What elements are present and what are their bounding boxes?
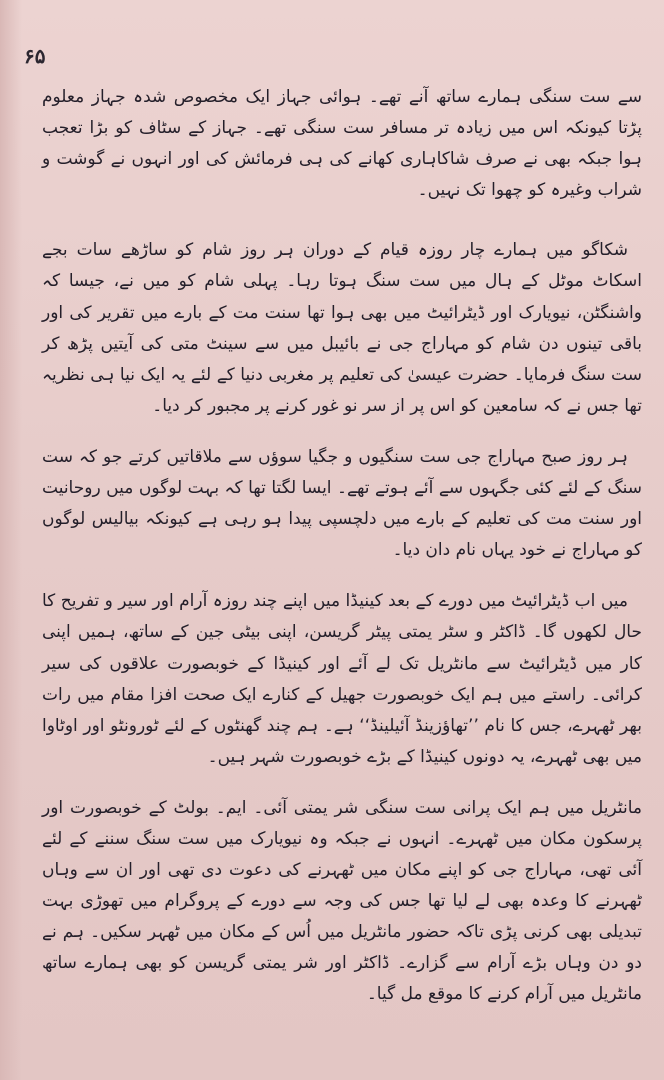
paragraph-3: ہر روز صبح مہاراج جی ست سنگیوں و جگیا سوؤں سے ملاقاتیں کرتے جو کہ ست سنگ کے لئے کئی جگہوں سے آئے ہوتے تھے۔ ایسا لگتا تھا کہ بہت لوگوں میں روحانیت اور سنت مت کی تعلیم کے بارے میں دلچسپی پیدا ہو رہی ہے کیونکہ بیالیس لوگوں کو مہاراج نے خود یہاں نام دان دیا۔ <box>42 446 642 561</box>
paragraph-2: شکاگو میں ہمارے چار روزہ قیام کے دوران ہر روز شام کو ساڑھے سات بجے اسکاٹ موٹل کے ہال میں ست سنگ ہوتا رہا۔ پہلی شام کو میں نے، جیسا کہ واشنگٹن، نیویارک اور ڈیٹرائیٹ میں بھی ہوا تھا سنت مت کے بارے میں تقریر کی اور باقی تینوں دن شام کو مہاراج جی نے بائیبل میں سے سینٹ متی کی آیتیں پڑھ کر ست سنگ فرمایا۔ حضرت عیسیٰ کی تعلیم پر مغربی دنیا کے لئے یہ ایک نیا ہی نظریہ تھا جس نے کہ سامعین کو اس پر از سر نو غور کرنے پر مجبور کر دیا۔ <box>42 240 642 416</box>
page-number: ۶۵ <box>24 44 46 68</box>
paragraph-spacer <box>42 566 642 586</box>
paragraph-1: سے ست سنگی ہمارے ساتھ آنے تھے۔ ہوائی جہاز ایک مخصوص شدہ جہاز معلوم پڑتا کیونکہ اس میں زیادہ تر مسافر ست سنگی تھے۔ جہاز کے سٹاف کو بڑا تعجب ہوا جبکہ بھی نے صرف شاکاہاری کھانے کی ہی فرمائش کی اور انہوں نے گوشت و شراب وغیرہ کو چھوا تک نہیں۔ <box>42 87 642 201</box>
paragraph-spacer <box>42 206 642 235</box>
paragraph-5: مانٹریل میں ہم ایک پرانی ست سنگی شر یمتی آئی۔ ایم۔ بولٹ کے خوبصورت اور پرسکون مکان میں ٹھہرے۔ انہوں نے جبکہ وہ نیویارک میں ست سنگ سننے کے لئے آئی تھی، مہاراج جی کو اپنے مکان میں ٹھہرنے کی دعوت دی تھی اور ان سے وہاں ٹھہرنے کا وعدہ بھی لے لیا تھا جس کی وجہ سے دورے کے پروگرام میں تھوڑی بہت تبدیلی بھی کرنی پڑی تاکہ حضور مانٹریل میں اُس کے مکان میں ٹھہر سکیں۔ ہم نے دو دن وہاں بڑے آرام سے گزارے۔ ڈاکٹر اور شر یمتی گریسن کو بھی ہمارے ساتھ مانٹریل میں آرام کرنے کا موقع مل گیا۔ <box>42 797 642 1005</box>
paragraph-4: میں اب ڈیٹرائیٹ میں دورے کے بعد کینیڈا میں اپنے چند روزہ آرام اور سیر و تفریح کا حال لکھوں گا۔ ڈاکٹر و سٹر یمتی پیٹر گریسن، اپنی بیٹی جین کے ساتھ، ہمیں اپنی کار میں ڈیٹرائیٹ سے مانٹریل تک لے آئے اور کینیڈا کے خوبصورت علاقوں کی سیر کرائی۔ راستے میں ہم ایک خوبصورت جھیل کے کنارے ایک صحت افزا مقام میں رات بھر ٹھہرے، جس کا نام ’’تھاؤزینڈ آئیلینڈ‘‘ ہے۔ ہم چند گھنٹوں کے لئے ٹورونٹو اور اوٹاوا میں بھی ٹھہرے، یہ دونوں کینیڈا کے بڑے خوبصورت شہر ہیں۔ <box>42 591 642 767</box>
body-text <box>42 82 642 1011</box>
paragraph-spacer <box>42 422 642 442</box>
paragraph-spacer <box>42 773 642 793</box>
